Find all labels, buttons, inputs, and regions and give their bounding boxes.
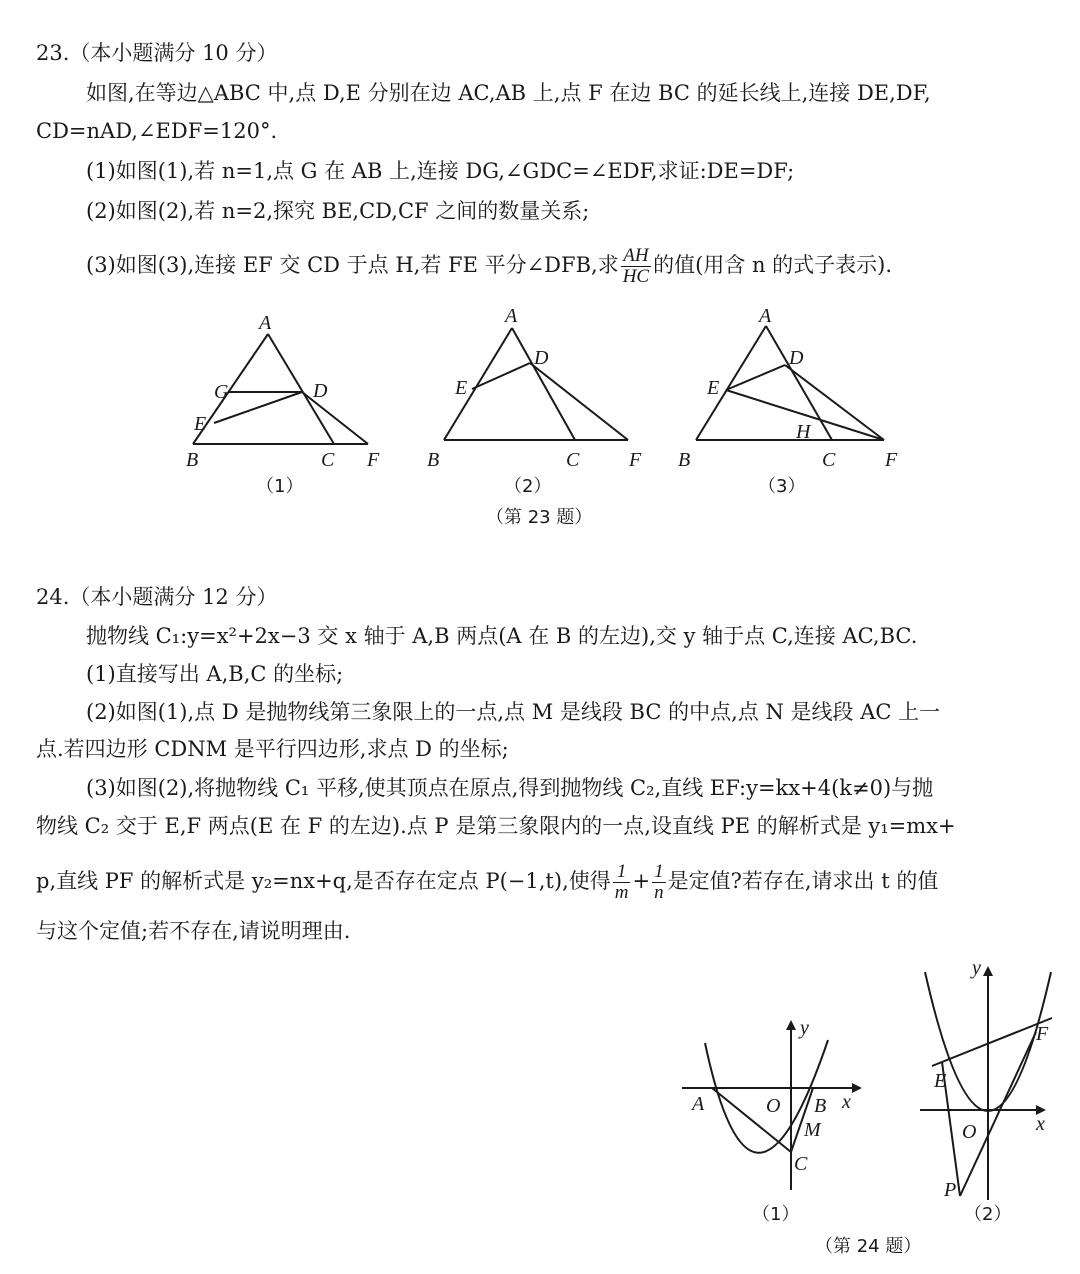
label-h: H (796, 421, 811, 443)
label-o: O (766, 1095, 781, 1117)
q24-figure-2 (920, 957, 1052, 1225)
label-e: E (934, 1070, 947, 1092)
label-b: B (186, 449, 199, 471)
q24-part3-line1: (3)如图(2),将抛物线 C₁ 平移,使其顶点在原点,得到抛物线 C₂,直线 EF:y=kx+4(k≠0)与抛 (86, 776, 934, 800)
label-d: D (789, 347, 804, 369)
q23-part1: (1)如图(1),若 n=1,点 G 在 AB 上,连接 DG,∠GDC=∠EDF,求证:DE=DF; (86, 159, 795, 183)
label-e: E (194, 413, 207, 435)
label-x: x (842, 1091, 851, 1113)
figure-1-caption: （1） (256, 476, 304, 497)
label-a: A (759, 305, 772, 327)
q24-part3-line3-post: 是定值?若存在,请求出 t 的值 (667, 869, 939, 893)
figure-2-caption: （2） (504, 476, 552, 497)
q23-figure-caption: （第 23 题） (486, 507, 593, 528)
label-c: C (566, 449, 580, 471)
q24-part3-line2: 物线 C₂ 交于 E,F 两点(E 在 F 的左边).点 P 是第三象限内的一点,设直线 PE 的解析式是 y₁=mx+ (36, 814, 956, 838)
label-o: O (962, 1121, 977, 1143)
label-d: D (313, 380, 328, 402)
q24-header: 24.（本小题满分 12 分） (36, 585, 278, 609)
figure-1-caption: （1） (752, 1204, 800, 1225)
fraction-denominator: n (654, 882, 664, 903)
label-f: F (885, 449, 898, 471)
x-axis-arrow-icon (852, 1083, 862, 1093)
label-a: A (692, 1093, 705, 1115)
q23-part3 (86, 246, 892, 287)
q24-stem: 抛物线 C₁:y=x²+2x−3 交 x 轴于 A,B 两点(A 在 B 的左边),交 y 轴于点 C,连接 AC,BC. (86, 624, 918, 648)
q24-part3-line4: 与这个定值;若不存在,请说明理由. (36, 919, 351, 943)
y-axis-arrow-icon (786, 1020, 796, 1030)
q24-part2-line2: 点.若四边形 CDNM 是平行四边形,求点 D 的坐标; (36, 737, 509, 761)
q23-header: 23.（本小题满分 10 分） (36, 41, 278, 65)
q23-figure-1 (186, 312, 380, 497)
q24-figure-caption: （第 24 题） (815, 1236, 922, 1255)
segment-ac (512, 328, 575, 440)
label-m: M (804, 1119, 821, 1141)
q24-part1: (1)直接写出 A,B,C 的坐标; (86, 662, 344, 686)
line-ef (932, 1018, 1052, 1066)
label-y: y (800, 1017, 809, 1039)
figure-3-caption: （3） (758, 476, 806, 497)
q24-fraction-1-over-m (613, 862, 631, 903)
segment-df (302, 392, 368, 444)
fraction-numerator: 1 (613, 862, 631, 883)
q23-stem-line2: CD=nAD,∠EDF=120°. (36, 119, 278, 143)
label-c: C (822, 449, 836, 471)
fraction-denominator: HC (622, 266, 650, 287)
fraction-denominator: m (614, 882, 629, 903)
label-e: E (707, 377, 720, 399)
label-f: F (1036, 1023, 1049, 1045)
q23-figures (0, 300, 1080, 540)
segment-ed (472, 363, 530, 389)
label-x: x (1036, 1113, 1045, 1135)
q23-fraction-ah-hc (621, 246, 651, 287)
label-y: y (972, 957, 981, 979)
segment-df (530, 363, 628, 440)
figure-2-caption: （2） (964, 1204, 1012, 1225)
q23-part3-pre: (3)如图(3),连接 EF 交 CD 于点 H,若 FE 平分∠DFB,求 (86, 253, 619, 277)
fraction-numerator: AH (621, 246, 651, 267)
q23-stem-line1: 如图,在等边△ABC 中,点 D,E 分别在边 AC,AB 上,点 F 在边 BC 的延长线上,连接 DE,DF, (86, 81, 931, 105)
label-e: E (455, 377, 468, 399)
label-p: P (944, 1179, 957, 1201)
label-a: A (259, 312, 272, 334)
label-d: D (534, 347, 549, 369)
segment-pf (960, 1032, 1036, 1196)
label-c: C (794, 1153, 808, 1175)
label-a: A (505, 305, 518, 327)
label-b: B (678, 449, 691, 471)
q24-figures (0, 955, 1080, 1255)
label-f: F (629, 449, 642, 471)
label-f: F (367, 449, 380, 471)
q23-figure-2 (427, 305, 642, 497)
plus-sign: + (632, 869, 651, 893)
q24-part3-line3-pre: p,直线 PF 的解析式是 y₂=nx+q,是否存在定点 P(−1,t),使得 (36, 869, 611, 893)
label-c: C (321, 449, 335, 471)
q24-part2-line1: (2)如图(1),点 D 是抛物线第三象限上的一点,点 M 是线段 BC 的中点,点 N 是线段 AC 上一 (86, 700, 941, 724)
label-g: G (214, 381, 229, 403)
q23-part2: (2)如图(2),若 n=2,探究 BE,CD,CF 之间的数量关系; (86, 199, 590, 223)
label-b: B (814, 1095, 827, 1117)
q23-part3-post: 的值(用含 n 的式子表示). (653, 253, 893, 277)
q23-figure-3 (678, 305, 898, 497)
q24-fraction-1-over-n (652, 862, 666, 903)
fraction-numerator: 1 (654, 861, 664, 882)
q24-part3-line3 (36, 862, 938, 903)
label-b: B (427, 449, 440, 471)
y-axis-arrow-icon (983, 966, 993, 976)
q24-figure-1 (682, 1017, 862, 1225)
